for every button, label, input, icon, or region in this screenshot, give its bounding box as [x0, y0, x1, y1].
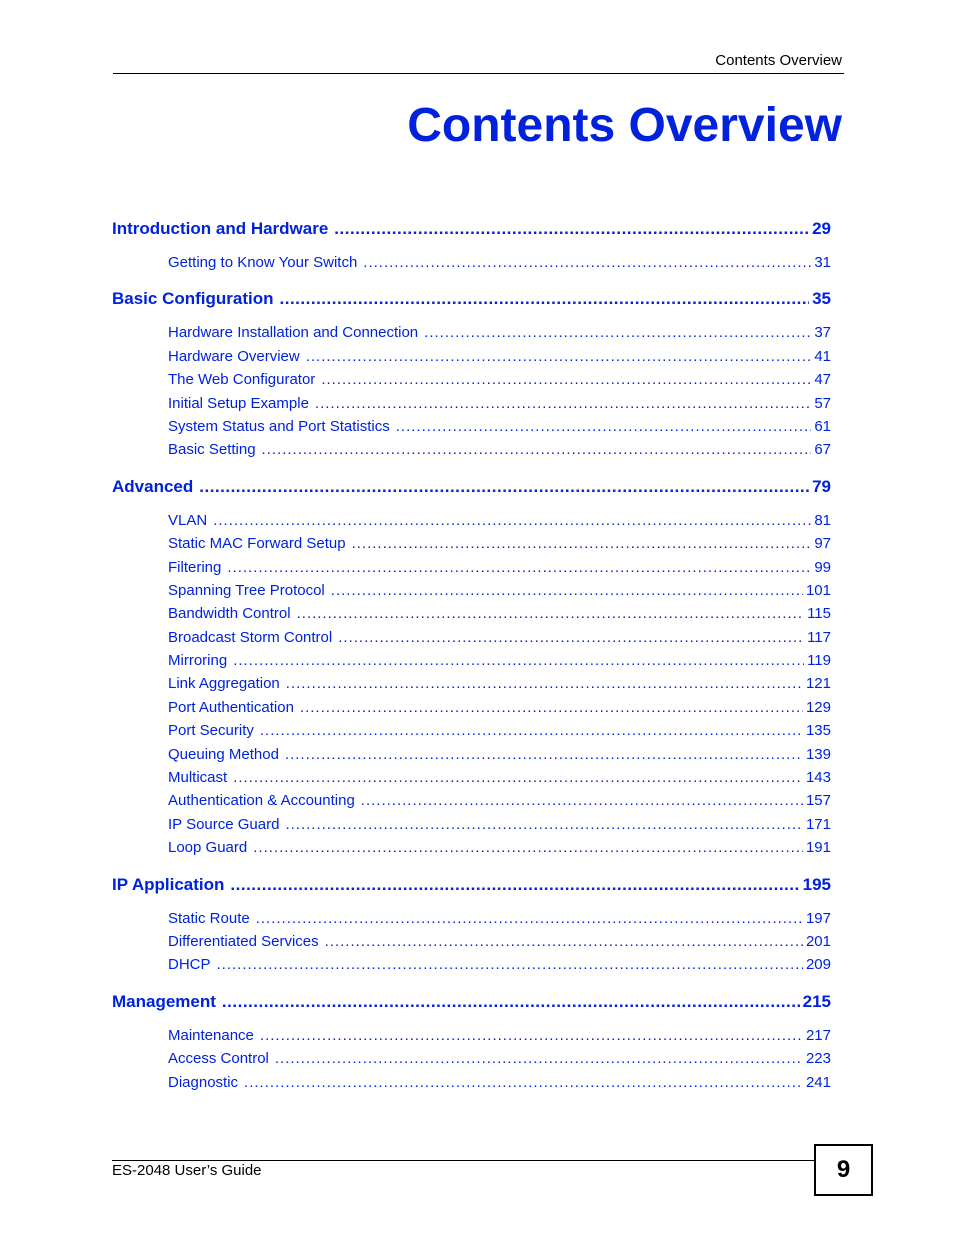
dot-leader — [199, 472, 809, 502]
toc-part-link[interactable] — [112, 214, 831, 244]
toc-chapter-link-page: 117 — [807, 628, 831, 646]
dot-leader — [334, 214, 809, 244]
toc-chapter-link-label: Hardware Overview — [168, 347, 300, 365]
toc-chapter-link-label: Static Route — [168, 909, 250, 927]
toc-chapter-link[interactable] — [112, 392, 831, 415]
toc-chapter-link-page: 241 — [805, 1073, 831, 1091]
toc-chapter-link-label: Mirroring — [168, 652, 228, 670]
header-divider — [113, 73, 844, 74]
toc-part-link-page: 215 — [802, 991, 831, 1011]
dot-leader — [260, 719, 803, 742]
footer-divider — [112, 1160, 815, 1161]
toc-chapter-link-label: Port Authentication — [168, 698, 294, 716]
page-number: 9 — [814, 1144, 873, 1196]
toc-chapter-link-page: 201 — [805, 932, 831, 950]
toc-chapter-link-page: 135 — [805, 722, 831, 740]
toc-chapter-link-page: 191 — [805, 839, 831, 857]
toc-chapter-link[interactable] — [112, 743, 831, 766]
dot-leader — [217, 953, 803, 976]
toc-chapter-link-label: Initial Setup Example — [168, 394, 309, 412]
dot-leader — [321, 368, 811, 391]
toc-chapter-link[interactable] — [112, 907, 831, 930]
dot-leader — [233, 649, 804, 672]
dot-leader — [256, 907, 803, 930]
toc-chapter-link[interactable] — [112, 789, 831, 812]
toc-chapter-link-page: 197 — [805, 909, 831, 927]
toc-chapter-link[interactable] — [112, 1071, 831, 1094]
toc-chapter-link-page: 139 — [805, 745, 831, 763]
toc-section — [112, 214, 831, 274]
toc-chapter-link[interactable] — [112, 836, 831, 859]
toc-chapter-link-label: Bandwidth Control — [168, 605, 291, 623]
toc-chapter-link-label: Broadcast Storm Control — [168, 628, 333, 646]
toc-chapter-link-page: 61 — [814, 417, 831, 435]
dot-leader — [361, 789, 803, 812]
toc-part-link-page: 195 — [802, 874, 831, 894]
toc-chapter-link-page: 81 — [814, 511, 831, 529]
toc-part-link-label: IP Application — [112, 874, 225, 894]
toc-section — [112, 284, 831, 461]
page-title: Contents Overview — [407, 99, 842, 152]
toc-chapter-link[interactable] — [112, 509, 831, 532]
dot-leader — [300, 696, 803, 719]
dot-leader — [285, 743, 803, 766]
toc-chapter-link[interactable] — [112, 556, 831, 579]
toc-chapter-link-label: IP Source Guard — [168, 815, 280, 833]
toc-chapter-link-label: Basic Setting — [168, 441, 256, 459]
toc-chapter-link-page: 157 — [805, 792, 831, 810]
dot-leader — [227, 556, 811, 579]
toc-chapter-link-page: 217 — [805, 1026, 831, 1044]
toc-chapter-link[interactable] — [112, 532, 831, 555]
toc-part-link-label: Management — [112, 991, 216, 1011]
dot-leader — [297, 602, 805, 625]
toc-chapter-link[interactable] — [112, 813, 831, 836]
dot-leader — [424, 321, 811, 344]
toc-chapter-link-page: 171 — [805, 815, 831, 833]
toc-chapter-link-label: Hardware Installation and Connection — [168, 324, 419, 342]
toc-chapter-link[interactable] — [112, 251, 831, 274]
toc-chapter-link[interactable] — [112, 368, 831, 391]
toc-chapter-link[interactable] — [112, 345, 831, 368]
toc-part-link-label: Basic Configuration — [112, 289, 274, 309]
toc-chapter-link-label: Getting to Know Your Switch — [168, 254, 358, 271]
dot-leader — [306, 345, 812, 368]
dot-leader — [275, 1047, 803, 1070]
footer-guide-name: ES-2048 User’s Guide — [112, 1162, 262, 1179]
toc-chapter-link-page: 97 — [814, 535, 831, 553]
toc-chapter-link-label: Multicast — [168, 769, 228, 787]
dot-leader — [260, 1024, 803, 1047]
toc-part-link-page: 35 — [812, 289, 831, 309]
dot-leader — [253, 836, 803, 859]
toc-chapter-link[interactable] — [112, 321, 831, 344]
toc-part-link-page: 79 — [812, 476, 831, 496]
toc-section — [112, 472, 831, 860]
toc-part-link-label: Introduction and Hardware — [112, 219, 329, 238]
toc-chapter-link-label: Filtering — [168, 558, 222, 576]
dot-leader — [222, 987, 800, 1017]
toc-chapter-link-label: Maintenance — [168, 1026, 254, 1044]
dot-leader — [233, 766, 803, 789]
toc-part-link[interactable] — [112, 284, 831, 314]
toc-chapter-link[interactable] — [112, 696, 831, 719]
toc-part-link-page: 29 — [812, 219, 831, 238]
dot-leader — [315, 392, 811, 415]
toc-chapter-link-label: Link Aggregation — [168, 675, 280, 693]
toc-chapter-link-label: DHCP — [168, 956, 211, 974]
running-header: Contents Overview — [715, 52, 842, 69]
toc-part-link[interactable] — [112, 870, 831, 900]
toc-chapter-link-label: System Status and Port Statistics — [168, 417, 390, 435]
toc-chapter-link-label: Authentication & Accounting — [168, 792, 355, 810]
toc-chapter-link-page: 47 — [814, 371, 831, 389]
toc-chapter-link-label: Loop Guard — [168, 839, 248, 857]
toc-chapter-link-label: Static MAC Forward Setup — [168, 535, 346, 553]
toc-chapter-link[interactable] — [112, 415, 831, 438]
toc-chapter-link[interactable] — [112, 672, 831, 695]
toc-section — [112, 987, 831, 1094]
dot-leader — [244, 1071, 803, 1094]
dot-leader — [286, 672, 803, 695]
toc-chapter-link-label: Diagnostic — [168, 1073, 239, 1091]
toc-chapter-link-page: 67 — [814, 441, 831, 459]
toc-chapter-link[interactable] — [112, 766, 831, 789]
toc-chapter-link-page: 121 — [805, 675, 831, 693]
toc-chapter-link-page: 57 — [814, 394, 831, 412]
toc-chapter-link[interactable] — [112, 438, 831, 461]
dot-leader — [285, 813, 803, 836]
toc-part-link-label: Advanced — [112, 476, 194, 496]
toc-chapter-link-page: 37 — [814, 324, 831, 342]
toc-chapter-link[interactable] — [112, 649, 831, 672]
toc-chapter-link[interactable] — [112, 1047, 831, 1070]
toc-section — [112, 870, 831, 977]
toc-chapter-link-page: 119 — [807, 652, 831, 670]
toc-chapter-link-page: 129 — [805, 698, 831, 716]
toc-chapter-link[interactable] — [112, 930, 831, 953]
dot-leader — [396, 415, 812, 438]
toc-chapter-link-page: 31 — [814, 254, 831, 271]
toc-chapter-link[interactable] — [112, 953, 831, 976]
toc-chapter-link-page: 41 — [814, 347, 831, 365]
toc-chapter-link[interactable] — [112, 579, 831, 602]
toc-chapter-link-label: The Web Configurator — [168, 371, 316, 389]
dot-leader — [262, 438, 812, 461]
dot-leader — [352, 532, 812, 555]
toc-chapter-link-page: 101 — [805, 581, 831, 599]
dot-leader — [363, 251, 811, 274]
toc-chapter-link-label: Access Control — [168, 1050, 269, 1068]
toc-chapter-link-page: 99 — [814, 558, 831, 576]
toc-chapter-link-label: Differentiated Services — [168, 932, 319, 950]
toc-chapter-link-page: 115 — [807, 605, 831, 623]
dot-leader — [325, 930, 803, 953]
toc-part-link[interactable] — [112, 987, 831, 1017]
toc-chapter-link[interactable] — [112, 626, 831, 649]
toc-chapter-link-label: VLAN — [168, 511, 208, 529]
toc-chapter-link-label: Port Security — [168, 722, 254, 740]
toc-chapter-link-label: Spanning Tree Protocol — [168, 581, 325, 599]
dot-leader — [213, 509, 811, 532]
dot-leader — [280, 284, 810, 314]
toc-chapter-link[interactable] — [112, 602, 831, 625]
toc-chapter-link-page: 143 — [805, 769, 831, 787]
toc-chapter-link-label: Queuing Method — [168, 745, 279, 763]
toc-chapter-link-page: 209 — [805, 956, 831, 974]
dot-leader — [331, 579, 803, 602]
toc-part-link[interactable] — [112, 472, 831, 502]
toc-chapter-link[interactable] — [112, 1024, 831, 1047]
table-of-contents — [112, 214, 831, 1104]
dot-leader — [338, 626, 804, 649]
dot-leader — [230, 870, 799, 900]
toc-chapter-link[interactable] — [112, 719, 831, 742]
toc-chapter-link-page: 223 — [805, 1050, 831, 1068]
